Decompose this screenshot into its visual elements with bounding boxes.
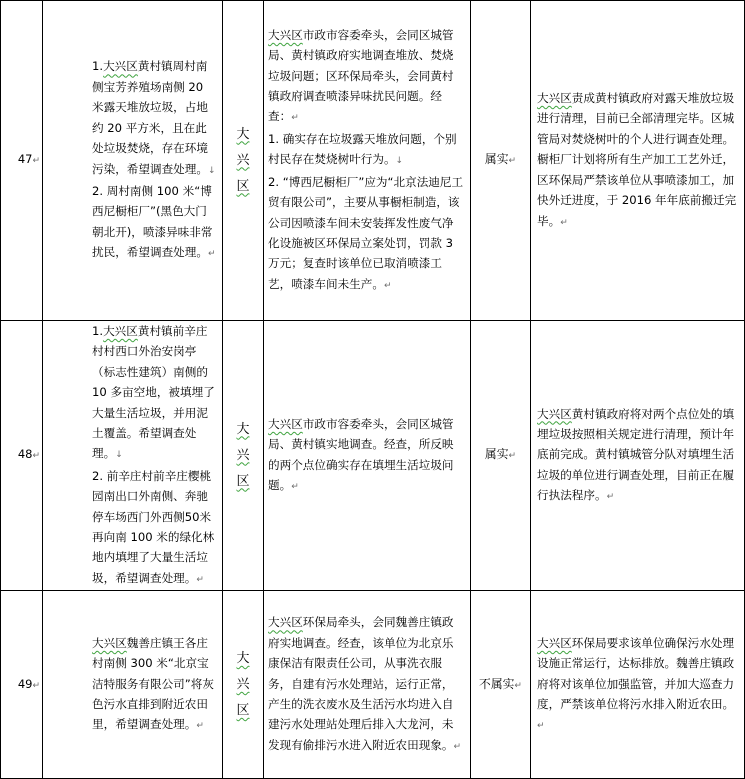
investigation-cell: [264, 591, 471, 779]
table-row: [1, 1, 745, 321]
complaint-cell: [43, 321, 223, 591]
verdict-cell: 属实↵: [471, 1, 531, 321]
investigation-cell: [264, 321, 471, 591]
complaint-item: 2. 前辛庄村前辛庄樱桃园南出口外南侧、奔驰停车场西门外西侧50米再向南 100 米的绿化林地内填埋了大量生活垃圾，希望调查处理。↵: [92, 468, 215, 585]
result-cell: [531, 321, 745, 591]
investigation-paragraph: 大兴区环保局牵头，会同魏善庄镇政府实地调查。经查，该单位为北京乐康保洁有限责任公司，从事洗衣服务，自建有污水处理站，运行正常，产生的洗衣废水及生活污水均进入自建污水处理站处理后排入大龙河，未发现有偷排污水进入附近农田现象。↵: [268, 615, 462, 752]
result-cell: [531, 1, 745, 321]
row-number-cell: 47↵: [1, 1, 43, 321]
complaint-item: 1.大兴区黄村镇前辛庄村村西口外治安岗亭（标志性建筑）南侧的 10 多亩空地，被填埋了大量生活垃圾，并用泥土覆盖。希望调查处理。↓: [92, 324, 215, 461]
complaint-item: 2. 周村南侧 100 米“博西尼橱柜厂”(黑色大门朝北开)，喷漆异味非常扰民，希望调查处理。↵: [92, 183, 216, 260]
row-number-cell: 49↵: [1, 591, 43, 779]
complaint-cell: [43, 1, 223, 321]
verdict-cell: 不属实↵: [471, 591, 531, 779]
complaint-item: 1.大兴区黄村镇周村南侧宝芳养殖场南侧 20 米露天堆放垃圾，占地约 20 平方米，且在此处垃圾焚烧，存在环境污染，希望调查处理。↓: [92, 59, 216, 176]
table-row: [1, 321, 745, 591]
verdict-cell: 属实↵: [471, 321, 531, 591]
investigation-paragraph: 大兴区市政市容委牵头，会同区城管局、黄村镇实地调查。经查，所反映的两个点位确实存在填埋生活垃圾问题。↵: [268, 416, 454, 493]
investigation-cell: [264, 1, 471, 321]
investigation-paragraph: 大兴区市政市容委牵头，会同区城管局、黄村镇政府实地调查堆放、焚烧垃圾问题；区环保局牵头，会同黄村镇政府调查喷漆异味扰民问题。经查：↵: [268, 27, 454, 124]
result-cell: [531, 591, 745, 779]
complaint-item: 大兴区魏善庄镇王各庄村南侧 300 米“北京宝洁特服务有限公司”将灰色污水直排到附近农田里，希望调查处理。↵: [92, 635, 214, 732]
district-cell: 大 兴 区: [223, 591, 264, 779]
district-cell: 大 兴 区: [223, 1, 264, 321]
investigation-paragraph: 1. 确实存在垃圾露天堆放问题，个别村民存在焚烧树叶行为。↓: [268, 131, 457, 167]
result-paragraph: 大兴区责成黄村镇政府对露天堆放垃圾进行清理，目前已全部清理完毕。区城管局对焚烧树叶的个人进行调查处理。橱柜厂计划将所有生产加工工艺外迁，区环保局严禁该单位从事喷漆加工，加快外迁进度，于 2016 年年底前搬迁完毕。↵: [537, 91, 737, 228]
investigation-paragraph: 2. “博西尼橱柜厂”应为“北京法迪尼工贸有限公司”，主要从事橱柜制造，该公司因喷漆车间未安装挥发性废气净化设施被区环保局立案处罚，罚款 3 万元；复查时该单位已取消喷漆工艺，喷漆车间未生产。↵: [268, 174, 464, 291]
complaint-cell: [43, 591, 223, 779]
result-paragraph: 大兴区环保局要求该单位确保污水处理设施正常运行，达标排放。魏善庄镇政府将对该单位加强监管，并加大巡查力度，严禁该单位将污水排入附近农田。↵: [537, 635, 735, 732]
table-row: [1, 591, 745, 779]
result-paragraph: 大兴区黄村镇政府将对两个点位处的填埋垃圾按照相关规定进行清理，预计年底前完成。黄村镇城管分队对填埋生活垃圾的单位进行调查处理，目前正在履行执法程序。↵: [537, 406, 735, 503]
district-cell: 大 兴 区: [223, 321, 264, 591]
row-number-cell: 48↵: [1, 321, 43, 591]
